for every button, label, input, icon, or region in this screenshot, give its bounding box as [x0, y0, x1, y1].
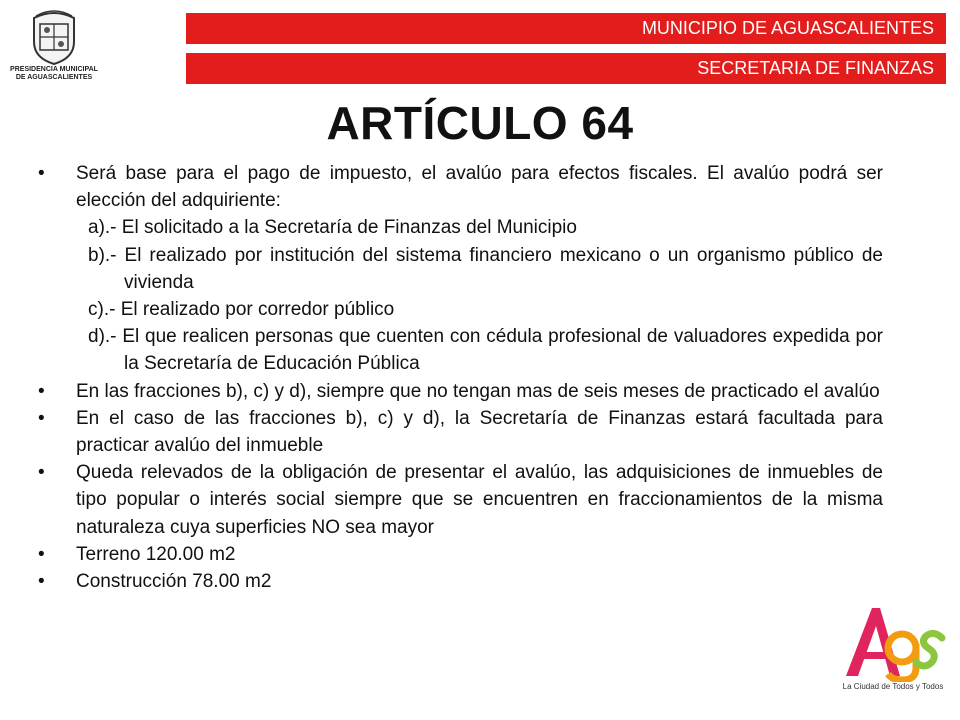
bullet-item-2: • En las fracciones b), c) y d), siempre que no tengan mas de seis meses de practicado el avalúo: [38, 378, 883, 405]
bullet-item-6: • Construcción 78.00 m2: [38, 568, 883, 595]
article-content: [38, 160, 883, 595]
sub-item-b: b).- El realizado por institución del sistema financiero mexicano o un organismo público de vivienda: [88, 244, 883, 293]
municipal-seal: [8, 8, 100, 92]
sub-item-c: c).- El realizado por corredor público: [88, 299, 395, 321]
banner-secretaria: SECRETARIA DE FINANZAS: [186, 53, 946, 84]
bullet-item-4: • Queda relevados de la obligación de presentar el avalúo, las adquisiciones de inmuebles de tipo popular o interés social siempre que se encuentren en fraccionamientos de la misma naturaleza cuya superficies NO sea mayor: [38, 459, 883, 541]
ags-tagline: La Ciudad de Todos y Todos: [842, 682, 944, 691]
bullet-item-3: • En el caso de las fracciones b), c) y d), la Secretaría de Finanzas estará facultada para practicar avalúo del inmueble: [38, 405, 883, 459]
seal-text-line1: PRESIDENCIA MUNICIPAL: [10, 66, 98, 73]
page-title: ARTÍCULO 64: [326, 97, 634, 149]
ags-logo-icon: [838, 600, 948, 682]
bullet-item-1: • Será base para el pago de impuesto, el avalúo para efectos fiscales. El avalúo podrá ser elección del adquiriente:: [38, 160, 883, 214]
coat-of-arms-icon: [26, 8, 82, 66]
bullet-item-5: • Terreno 120.00 m2: [38, 541, 883, 568]
banner-municipio: MUNICIPIO DE AGUASCALIENTES: [186, 13, 946, 44]
ags-logo: [838, 600, 948, 700]
sub-item-a: a).- El solicitado a la Secretaría de Finanzas del Municipio: [88, 217, 577, 239]
seal-text-line2: DE AGUASCALIENTES: [15, 74, 93, 81]
sub-item-d: d).- El que realicen personas que cuenten con cédula profesional de valuadores expedida por la Secretaría de Educación Pública: [88, 326, 883, 375]
